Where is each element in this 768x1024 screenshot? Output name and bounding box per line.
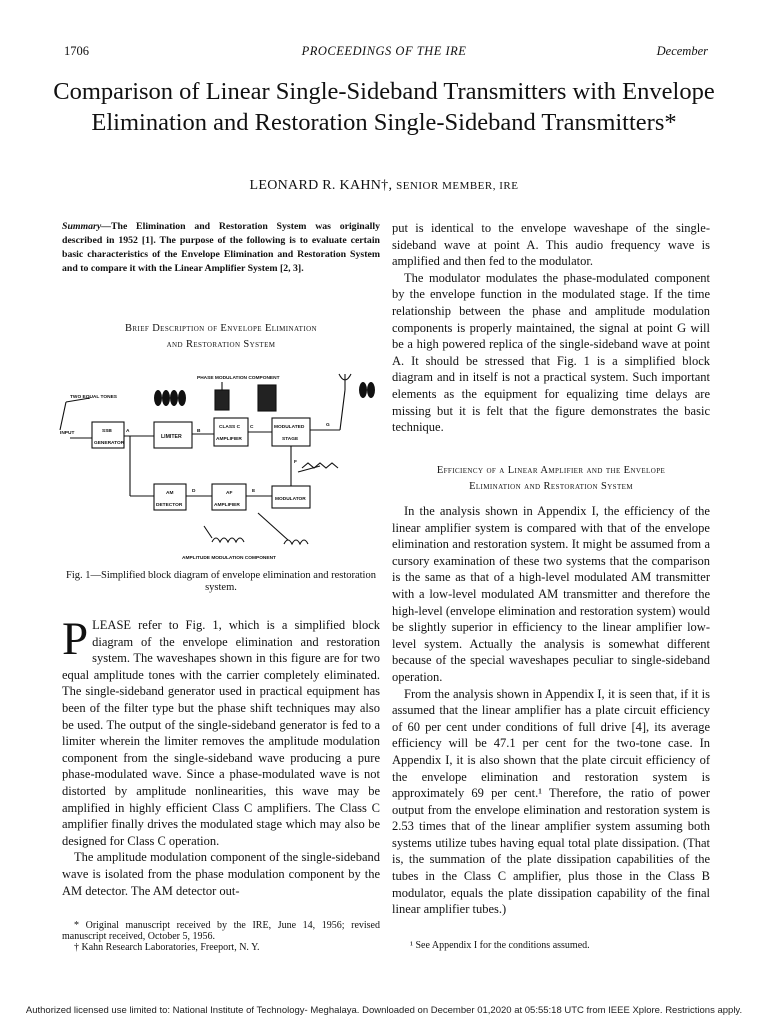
- antenna-icon: [339, 374, 351, 390]
- label-point-e: E: [252, 489, 256, 494]
- author-name: LEONARD R. KAHN†,: [249, 178, 393, 193]
- label-point-g: G: [326, 423, 330, 428]
- paragraph-results: From the analysis shown in Appendix I, it is seen that, if it is assumed that the linear amplifier has a plate circuit efficiency of 60 per cent under conditions of full drive [4], its average efficiency will be 47.1 per cent for the two-tone case. In Appendix I, it is also shown that the plate circuit efficiency of the envelope elimination and restoration system is approximately 69 per cent.¹ Therefore, the ratio of power output from the envelope elimination and restoration system is 2.53 times that of the linear amplifier system assuming both systems utilize tubes having equal total plate dissipation. (That is, the summation of the plate dissipation capabilities of the tubes in the Class C amplifier, plus those in the Class B modulator, equals the plate dissipation capability of the final linear amplifier tubes.): [392, 686, 710, 917]
- summary-text: The Elimination and Restoration System was originally described in 1952 [1]. The purpose of the following is to evaluate certain basic characteristics of the Envelope Elimination and Restoration System and to compare it with the Linear Amplifier System [2, 3].: [62, 221, 380, 274]
- footnotes-left: [62, 920, 380, 953]
- drop-cap: P: [62, 613, 89, 665]
- label-modulator: MODULATOR: [275, 497, 306, 502]
- journal-name: PROCEEDINGS OF THE IRE: [301, 44, 467, 58]
- label-point-b: B: [197, 429, 201, 434]
- label-classc: CLASS C: [219, 425, 241, 430]
- footnote-appendix: ¹ See Appendix I for the conditions assumed.: [410, 940, 590, 951]
- paper-title: Comparison of Linear Single-Sideband Transmitters with Envelope Elimination and Restoration Single-Sideband Transmitters*: [53, 78, 715, 136]
- left-column-body: [62, 613, 380, 899]
- line-to-antenna: [340, 390, 345, 430]
- license-footer: Authorized licensed use limited to: National Institute of Technology- Meghalaya. Downloaded on December 01,2020 at 05:55:18 UTC from IEEE Xplore. Restrictions apply.: [25, 1005, 743, 1016]
- label-point-a: A: [126, 429, 130, 434]
- paragraph-continued: put is identical to the envelope waveshape of the single-sideband wave at point A. This audio frequency wave is amplified and then fed to the modulator.: [392, 221, 710, 269]
- figure-block-diagram: [62, 368, 380, 563]
- label-classc-amp: AMPLIFIER: [216, 437, 242, 442]
- section-heading-line: Brief Description of Envelope Elimination: [125, 323, 317, 334]
- label-two-tones: TWO EQUAL TONES: [70, 395, 117, 400]
- label-modulated: MODULATED: [274, 425, 305, 430]
- paragraph-modulator: The modulator modulates the phase-modulated component by the envelope function in the modulated stage. If the time relationship between the phase and amplitude modulation components is properly maintained, the signal at point G will be a high powered replica of the single-sideband wave at point A. It should be stressed that Fig. 1 is a simplified block diagram and in itself is not a practical system. Such important elements as the equipment for equalizing time delays are missing but it is felt that the figure demonstrates the basic technique.: [392, 270, 710, 435]
- block-diagram-svg: [62, 368, 380, 563]
- paragraph-analysis: In the analysis shown in Appendix I, the efficiency of the linear amplifier system is compared with that of the envelope elimination and restoration system. It might be assumed from a cursory examination of these two systems that the comparison is the same as that of a high-level modulated AM transmitter with a low-level modulated AM transmitter and therefore the high-level (envelope elimination and restoration system) would be slightly superior in efficiency to the linear amplifier low-level system. Actually the analysis is somewhat different because of the special waveshapes peculiar to single-sideband operation.: [392, 504, 710, 684]
- author-affiliation: SENIOR MEMBER, IRE: [396, 180, 519, 192]
- label-input: INPUT: [60, 431, 75, 436]
- author-line: [0, 178, 768, 194]
- page-number: 1706: [64, 44, 89, 58]
- waveform-f: [302, 463, 338, 468]
- figure-caption: Fig. 1—Simplified block diagram of envelope elimination and restoration system.: [66, 570, 376, 593]
- right-column-body: [392, 220, 710, 436]
- label-generator: GENERATOR: [94, 441, 125, 446]
- section-heading-line: and Restoration System: [166, 339, 276, 350]
- paragraph-text: LEASE refer to Fig. 1, which is a simplified block diagram of the envelope elimination and restoration system. The waveshapes shown in this figure are for two equal amplitude tones with the carrier completely eliminated. The single-sideband generator used in practical equipment has been of the filter type but the phase shift techniques may also be used. The output of the single-sideband generator is fed to a limiter wherein the limiter removes the amplitude modulation component from the single-sideband wave producing a pure phase-modulated wave. Since a phase-modulated wave is not distorted by amplitude nonlinearities, this wave may be amplified in highly efficient Class C amplifiers. The Class C amplifier finally drives the modulated stage which may also be designed for Class C operation.: [62, 618, 380, 848]
- summary-lead: Summary—: [62, 221, 111, 232]
- footnote-received: * Original manuscript received by the IRE, June 14, 1956; revised manuscript received, October 5, 1956.: [62, 920, 380, 942]
- leader-e: [258, 513, 288, 540]
- label-stage: STAGE: [282, 437, 299, 442]
- paragraph-am-component: The amplitude modulation component of the single-sideband wave is isolated from the phase modulation component by the AM detector. The AM detector out-: [62, 850, 380, 898]
- waveform-phase-classc: [258, 385, 276, 411]
- label-af: AF: [226, 491, 233, 496]
- label-limiter: LIMITER: [161, 434, 182, 440]
- label-point-f: F: [294, 460, 297, 465]
- section-heading-line: Elimination and Restoration System: [469, 481, 633, 492]
- summary: [62, 220, 380, 276]
- waveform-phase-limiter: [215, 390, 229, 410]
- paragraph-intro: [62, 613, 380, 849]
- section-heading-line: Efficiency of a Linear Amplifier and the Envelope: [436, 465, 666, 476]
- footnote-affiliation: † Kahn Research Laboratories, Freeport, N. Y.: [74, 942, 260, 953]
- label-af-amp: AMPLIFIER: [214, 503, 240, 508]
- label-point-c: C: [250, 425, 254, 430]
- right-column-efficiency-body: [392, 503, 710, 918]
- label-ssb: SSB: [102, 429, 112, 434]
- section-heading-brief-description: [62, 321, 380, 353]
- leader-f: [298, 466, 320, 472]
- label-phase-component: PHASE MODULATION COMPONENT: [197, 376, 280, 381]
- waveform-output-lobe: [367, 382, 375, 398]
- waveform-d: [212, 538, 244, 542]
- label-amp-component: AMPLITUDE MODULATION COMPONENT: [182, 556, 276, 561]
- issue-month: December: [656, 44, 708, 58]
- waveform-output-lobe: [359, 382, 367, 398]
- waveform-e: [284, 540, 308, 544]
- leader-d: [204, 526, 212, 538]
- label-am: AM: [166, 491, 174, 496]
- leader-input: [60, 402, 66, 430]
- label-detector: DETECTOR: [156, 503, 183, 508]
- section-heading-efficiency: [392, 463, 710, 495]
- label-point-d: D: [192, 489, 196, 494]
- waveform-ssb-lobes: [154, 390, 186, 406]
